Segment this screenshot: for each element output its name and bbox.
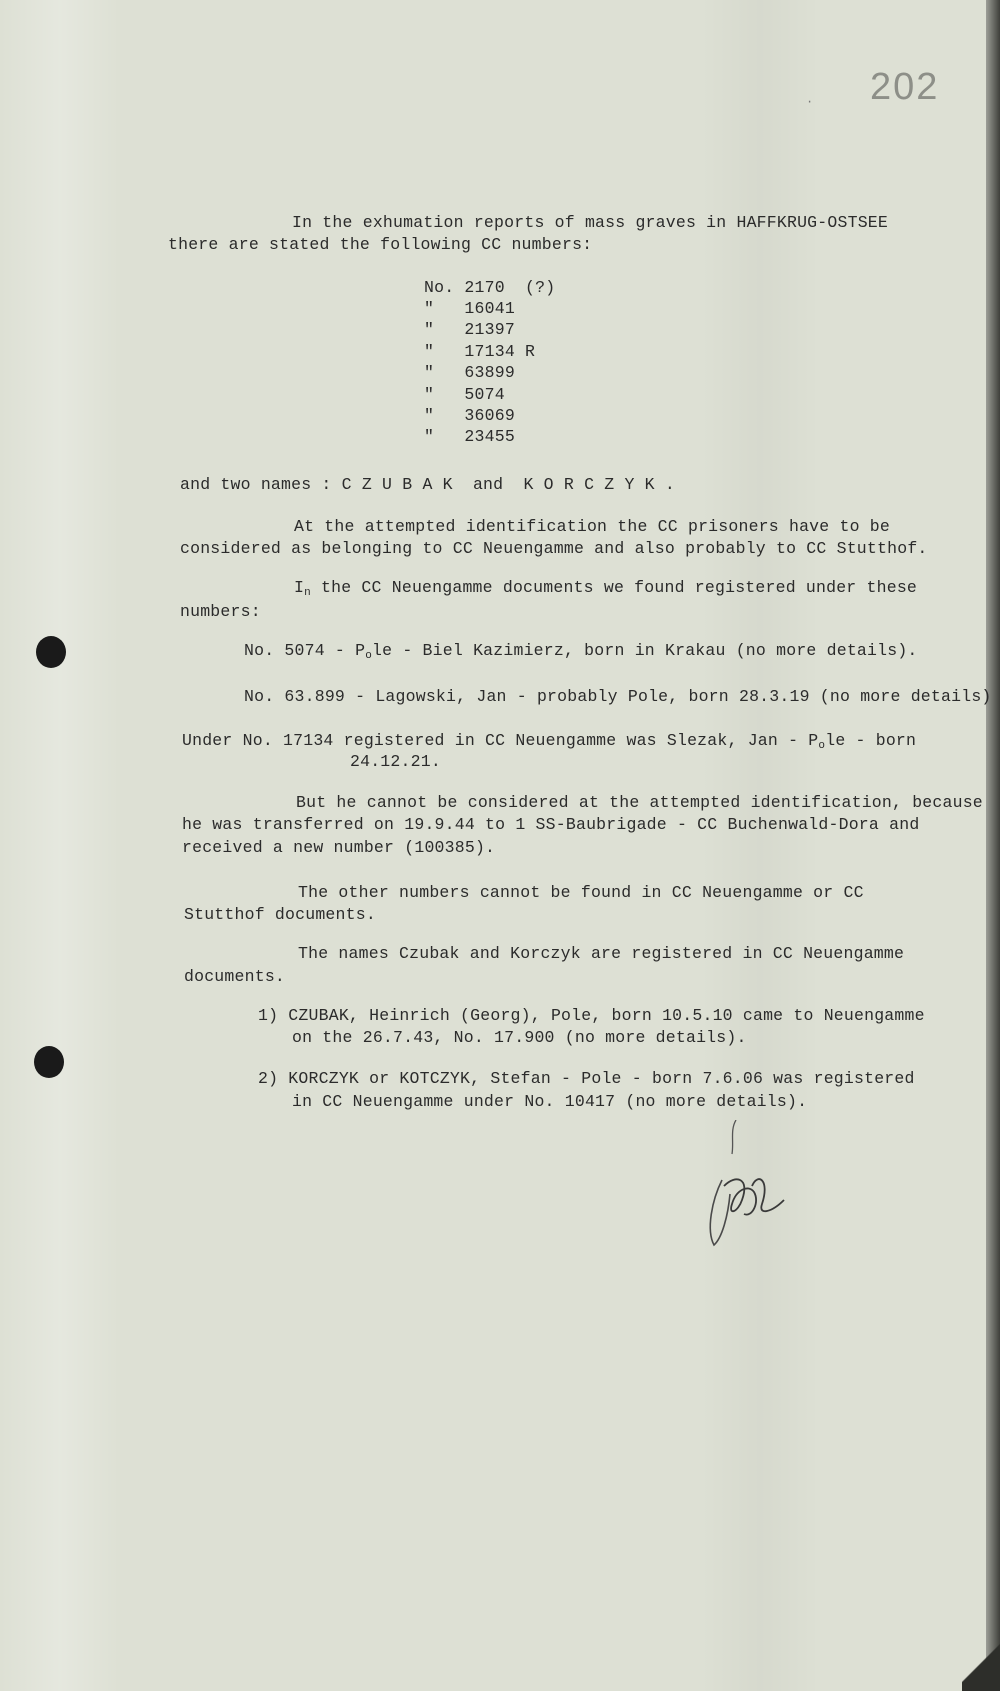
number-list-item (424, 342, 535, 362)
number-prefix: " (424, 320, 435, 339)
text-fragment: No. 5074 - P (244, 641, 366, 660)
number-prefix: " (424, 406, 435, 425)
transfer-line-2: he was transferred on 19.9.44 to 1 SS-Baubrigade - CC Buchenwald-Dora and (182, 815, 920, 834)
transfer-line-1: But he cannot be considered at the attempted identification, because (296, 793, 983, 812)
names-line: and two names : C Z U B A K and K O R C Z Y K . (180, 475, 675, 494)
number-value: 16041 (464, 299, 515, 318)
punch-hole (34, 1046, 64, 1078)
intro-line-1: In the exhumation reports of mass graves in HAFFKRUG-OSTSEE (292, 213, 888, 232)
entry-17134-line-2: 24.12.21. (350, 752, 441, 771)
punch-hole (36, 636, 66, 668)
number-value: 5074 (464, 385, 505, 404)
other-line-1: The other numbers cannot be found in CC Neuengamme or CC (298, 883, 864, 902)
item-2-line-2: in CC Neuengamme under No. 10417 (no more details). (292, 1092, 808, 1111)
text-fragment: le - born (825, 731, 917, 750)
number-prefix: " (424, 342, 435, 361)
number-list-item (424, 320, 515, 340)
number-prefix: " (424, 363, 435, 382)
number-prefix: " (424, 299, 435, 318)
torn-corner (962, 1633, 1000, 1691)
intro-line-2: there are stated the following CC numbers: (168, 235, 593, 254)
neuengamme-line-1 (294, 578, 917, 603)
other-line-2: Stutthof documents. (184, 905, 376, 924)
number-prefix: No. (424, 278, 455, 297)
stray-mark: · (806, 95, 814, 109)
number-list-item (424, 363, 515, 383)
text-fragment: n (304, 587, 311, 599)
number-value: 21397 (464, 320, 515, 339)
neuengamme-line-2: numbers: (180, 602, 261, 621)
names-para-line-1: The names Czubak and Korczyk are registered in CC Neuengamme (298, 944, 905, 963)
text-fragment: le - Biel Kazimierz, born in Krakau (no more details). (372, 641, 918, 660)
number-value: 2170 (?) (464, 278, 556, 297)
identification-line-2: considered as belonging to CC Neuengamme and also probably to CC Stutthof. (180, 539, 928, 558)
number-value: 23455 (464, 427, 515, 446)
number-list-item (424, 385, 505, 405)
number-list-item (424, 406, 515, 426)
text-fragment: the CC Neuengamme documents we found registered under these (310, 578, 918, 597)
text-fragment: o (818, 740, 826, 752)
text-fragment: o (365, 650, 373, 662)
transfer-line-3: received a new number (100385). (182, 838, 496, 857)
entry-5074 (244, 641, 918, 666)
page-number: 202 (870, 66, 940, 108)
item-2-line-1: 2) KORCZYK or KOTCZYK, Stefan - Pole - born 7.6.06 was registered (258, 1069, 915, 1088)
number-list-item (424, 278, 555, 298)
number-value: 63899 (464, 363, 515, 382)
number-value: 36069 (464, 406, 515, 425)
number-prefix: " (424, 427, 435, 446)
number-value: 17134 R (464, 342, 536, 361)
text-fragment: Under No. 17134 registered in CC Neuengamme was Slezak, Jan - P (182, 731, 819, 750)
entry-63899: No. 63.899 - Lagowski, Jan - probably Pole, born 28.3.19 (no more details) (244, 687, 992, 706)
number-list-item (424, 427, 515, 447)
item-1-line-2: on the 26.7.43, No. 17.900 (no more details). (292, 1028, 747, 1047)
text-fragment: I (294, 578, 305, 597)
number-list-item (424, 299, 515, 319)
item-1-line-1: 1) CZUBAK, Heinrich (Georg), Pole, born 10.5.10 came to Neuengamme (258, 1006, 925, 1025)
number-prefix: " (424, 385, 435, 404)
entry-17134-line-1 (182, 731, 916, 756)
handwritten-initials (700, 1120, 790, 1250)
page-edge-shadow (986, 0, 1000, 1691)
names-para-line-2: documents. (184, 967, 286, 986)
identification-line-1: At the attempted identification the CC prisoners have to be (294, 517, 890, 536)
